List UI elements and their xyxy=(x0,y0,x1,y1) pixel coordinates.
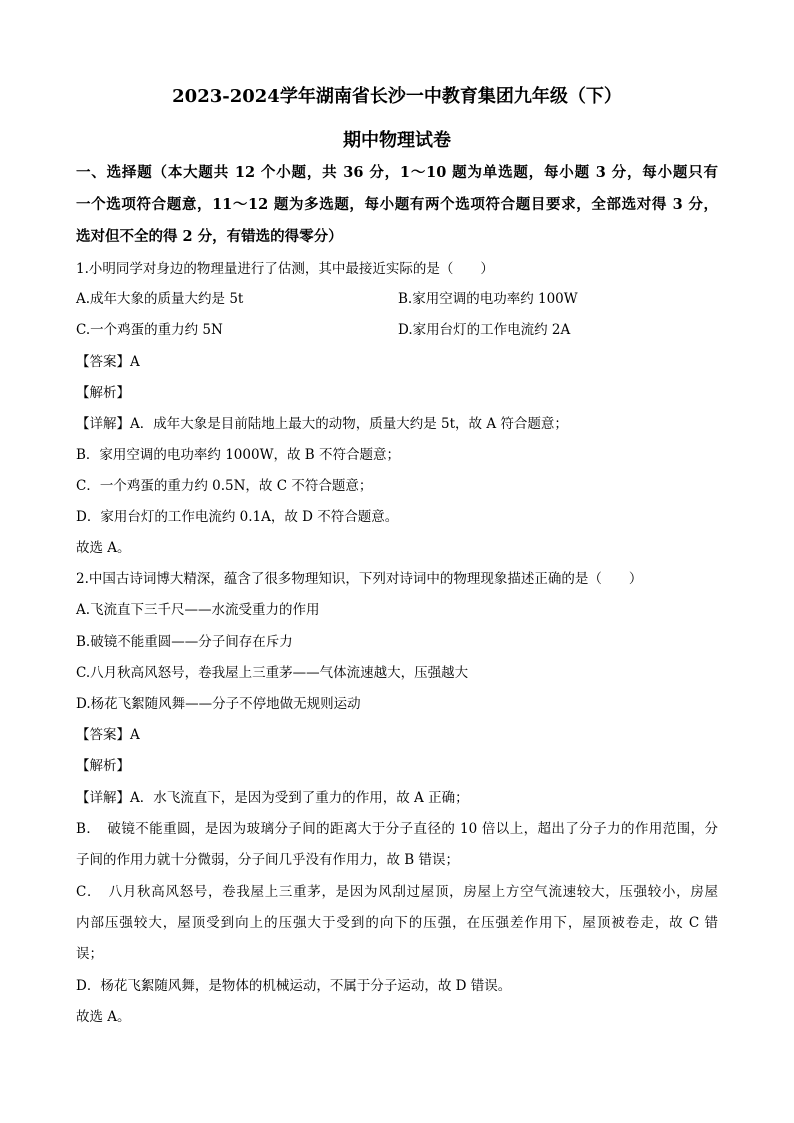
section-heading-line-3: 选对但不全的得 2 分，有错选的得零分） xyxy=(76,228,343,245)
question-1-detail-line: B．家用空调的电功率约 1000W，故 B 不符合题意； xyxy=(76,447,400,463)
section-heading-line-2: 一个选项符合题意，11～12 题为多选题，每小题有两个选项符合题目要求，全部选对得 3 分， xyxy=(76,196,718,213)
question-1-answer: 【答案】A xyxy=(76,354,140,370)
question-2-detail-line: 子间的作用力就十分微弱，分子间几乎没有作用力，故 B 错误； xyxy=(76,852,460,868)
question-2-option-d: D.杨花飞絮随风舞——分子不停地做无规则运动 xyxy=(76,696,361,712)
question-1-option-c: C.一个鸡蛋的重力约 5N xyxy=(76,322,223,338)
question-2-option-c: C.八月秋高风怒号，卷我屋上三重茅——气体流速越大，压强越大 xyxy=(76,665,469,681)
question-2-detail-line: B． 破镜不能重圆，是因为玻璃分子间的距离大于分子直径的 10 倍以上，超出了分子力的作用范围，分 xyxy=(76,821,718,837)
question-2-detail-line: 【详解】A．水飞流直下，是因为受到了重力的作用，故 A 正确； xyxy=(76,790,469,806)
question-2-conclusion: 故选 A。 xyxy=(76,1009,131,1025)
question-2-analysis-label: 【解析】 xyxy=(76,758,130,774)
question-2-detail-line: 内部压强较大，屋顶受到向上的压强大于受到的向下的压强，在压强差作用下，屋顶被卷走，故 C 错 xyxy=(76,915,718,931)
question-2-answer: 【答案】A xyxy=(76,727,140,743)
section-heading-line-1: 一、选择题（本大题共 12 个小题，共 36 分，1～10 题为单选题，每小题 3 分，每小题只有 xyxy=(76,164,718,181)
exam-subtitle: 期中物理试卷 xyxy=(343,130,451,151)
question-2-detail-line: 误； xyxy=(76,946,103,962)
exam-title: 2023-2024学年湖南省长沙一中教育集团九年级（下） xyxy=(172,86,622,107)
question-1-stem: 1.小明同学对身边的物理量进行了估测，其中最接近实际的是（ ） xyxy=(76,261,494,277)
question-2-detail-line: C． 八月秋高风怒号，卷我屋上三重茅，是因为风刮过屋顶，房屋上方空气流速较大，压强较小，房屋 xyxy=(76,884,718,900)
question-1-detail-line: C．一个鸡蛋的重力约 0.5N，故 C 不符合题意； xyxy=(76,478,373,494)
question-1-detail-line: D．家用台灯的工作电流约 0.1A，故 D 不符合题意。 xyxy=(76,509,399,525)
question-2-option-a: A.飞流直下三千尺——水流受重力的作用 xyxy=(76,602,320,618)
question-1-conclusion: 故选 A。 xyxy=(76,540,131,556)
question-2-detail-line: D．杨花飞絮随风舞，是物体的机械运动，不属于分子运动，故 D 错误。 xyxy=(76,978,512,994)
question-1-detail-line: 【详解】A．成年大象是目前陆地上最大的动物，质量大约是 5t，故 A 符合题意； xyxy=(76,416,568,432)
question-2-option-b: B.破镜不能重圆——分子间存在斥力 xyxy=(76,634,293,650)
question-1-analysis-label: 【解析】 xyxy=(76,385,130,401)
question-1-option-d: D.家用台灯的工作电流约 2A xyxy=(398,322,571,338)
question-1-option-b: B.家用空调的电功率约 100W xyxy=(398,291,578,307)
question-2-stem: 2.中国古诗词博大精深，蕴含了很多物理知识，下列对诗词中的物理现象描述正确的是（ ） xyxy=(76,571,643,587)
question-1-option-a: A.成年大象的质量大约是 5t xyxy=(76,291,244,307)
